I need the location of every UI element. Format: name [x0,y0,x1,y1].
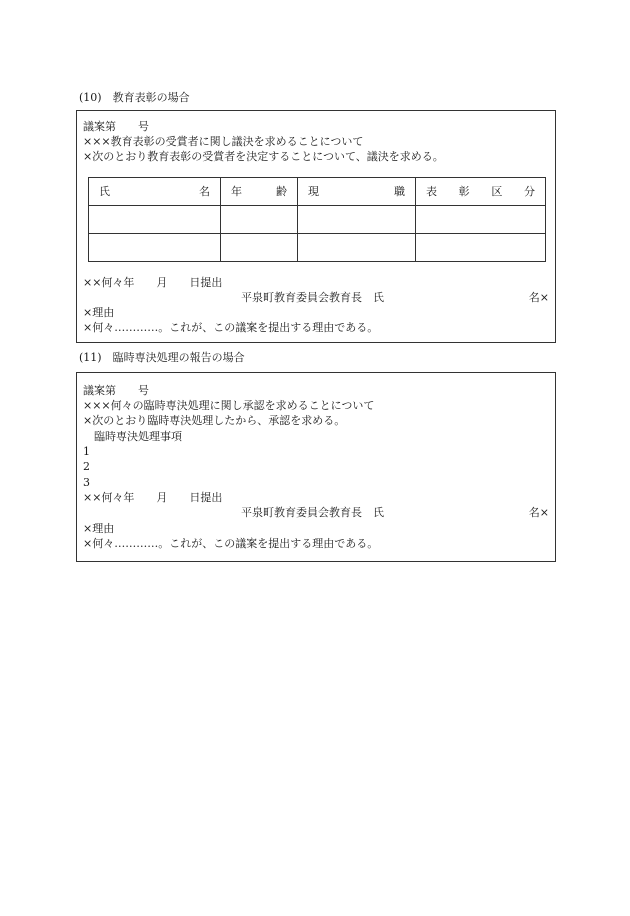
award-recipients-table [88,177,546,262]
table-cell [221,234,298,262]
column-header-current-position [298,178,416,206]
table-cell [298,234,416,262]
name-mark: 名× [528,506,549,519]
table-cell [416,234,546,262]
bill-number-line: 議案第 号 [83,120,149,133]
reason-label: ×理由 [83,522,115,535]
submission-date-line: ××何々年 月 日提出 [83,491,223,504]
submission-date-line: ××何々年 月 日提出 [83,276,223,289]
table-cell [298,206,416,234]
table-cell [89,206,221,234]
header-char: 表 [426,185,437,198]
name-mark: 名× [528,291,549,304]
signer-line: 平泉町教育委員会教育長 氏 [241,291,384,304]
bill-body-line: ×次のとおり臨時専決処理したから、承認を求める。 [83,414,346,427]
header-char: 齢 [276,185,287,198]
header-char: 現 [308,185,319,198]
bill-number-line: 議案第 号 [83,384,149,397]
table-cell [416,206,546,234]
column-header-name [89,178,221,206]
bill-body-line: ×次のとおり教育表彰の受賞者を決定することについて、議決を求める。 [83,150,444,163]
items-title: 臨時専決処理事項 [94,430,182,443]
list-item: 1 [83,445,90,458]
header-char: 分 [523,185,535,198]
bill-subject-line: ×××何々の臨時専決処理に関し承認を求めることについて [83,399,375,412]
header-char: 彰 [458,185,470,198]
reason-label: ×理由 [83,306,115,319]
section-10-heading: (10) 教育表彰の場合 [79,91,190,104]
column-header-age [221,178,298,206]
header-char: 氏 [99,185,110,198]
list-item: 3 [83,476,90,489]
signer-line: 平泉町教育委員会教育長 氏 [241,506,384,519]
table-header-row [89,178,546,206]
table-cell [89,234,221,262]
section-11-form-box [76,372,556,562]
table-row [89,206,546,234]
header-char: 年 [231,185,242,198]
section-10-form-box [76,110,556,343]
section-11-heading: (11) 臨時専決処理の報告の場合 [79,351,245,364]
bill-subject-line: ×××教育表彰の受賞者に関し議決を求めることについて [83,135,364,148]
list-item: 2 [83,460,90,473]
column-header-award-category [416,178,546,206]
header-char: 区 [491,185,503,198]
reason-text: ×何々…………。これが、この議案を提出する理由である。 [83,537,379,550]
table-cell [221,206,298,234]
reason-text: ×何々…………。これが、この議案を提出する理由である。 [83,321,379,334]
header-char: 職 [394,185,405,198]
table-row [89,234,546,262]
header-char: 名 [199,185,210,198]
